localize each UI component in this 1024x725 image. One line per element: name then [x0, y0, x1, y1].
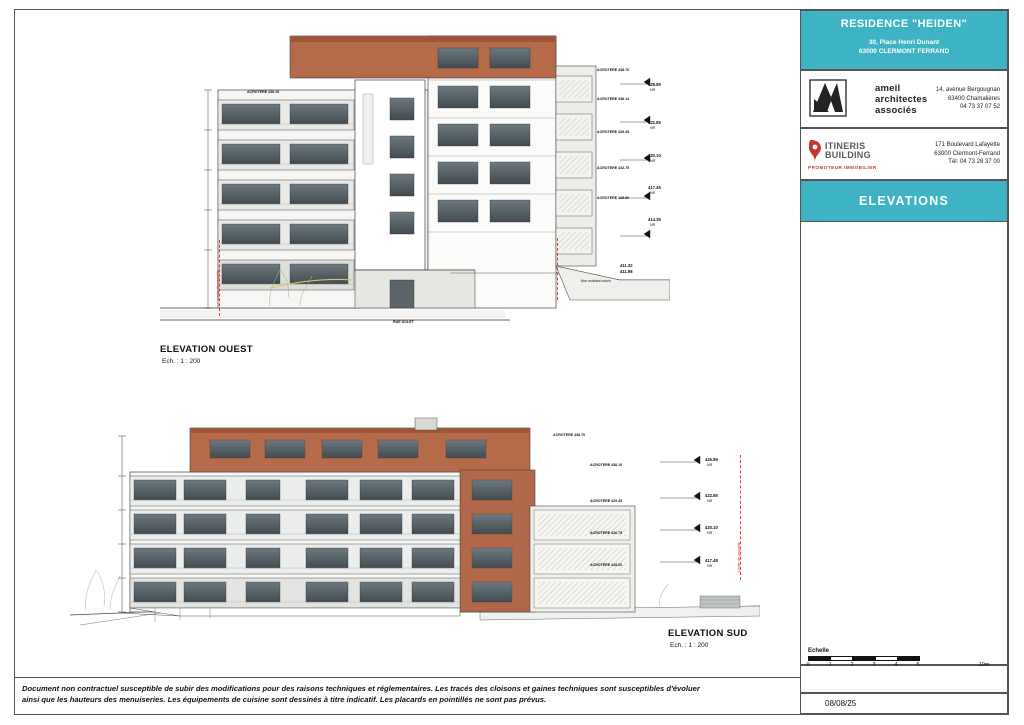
architect-phone: 04 73 37 07 52 — [959, 104, 1000, 111]
level-value: 420.10 — [705, 525, 718, 530]
acrotere-label: ACROTERE 438.70 — [553, 433, 586, 437]
acrotere-label: ACROTERE 425.90 — [597, 196, 630, 200]
level-sub: NR — [650, 126, 656, 130]
scale-tick: 3 — [872, 662, 876, 668]
level-value: 420.10 — [648, 153, 661, 158]
scale-tick: 5 — [916, 662, 920, 668]
architect-address-line1: 14, avenue Bergougnan — [935, 87, 1000, 94]
scale-tick: 2 — [850, 662, 854, 668]
footer-disclaimer-line1: Document non contractuel susceptible de subir des modifications pour des raisons techniques et réglementaires. Les tracés des cloisons et gaines techniques sont susceptibles d'évoluer — [22, 684, 700, 693]
level-value: 411.32 — [620, 263, 633, 268]
scale-tick: 4 — [894, 662, 898, 668]
acrotere-label: ACROTERE 438.15 — [247, 90, 280, 94]
developer-address-line2: 63000 Clermont-Ferrand — [934, 150, 1000, 157]
level-value: 428.89 — [648, 82, 661, 87]
level-sub: NR — [650, 88, 656, 92]
level-value: 426.89 — [705, 457, 718, 462]
elevation-ouest-drawing — [150, 18, 670, 338]
street-label: RUE DOLET — [393, 320, 414, 324]
property-limit-label-sud: Limite de propriété — [737, 542, 741, 572]
level-value: 422.85 — [648, 120, 661, 125]
level-sub: NR — [650, 223, 656, 227]
level-value-alt: 411.98 — [620, 269, 633, 274]
property-limit-line-right — [557, 238, 558, 300]
scale-bar — [808, 656, 920, 661]
scale-tick: 1 — [828, 662, 832, 668]
project-name: RESIDENCE "HEIDEN" — [840, 18, 968, 30]
level-value: 422.85 — [705, 493, 718, 498]
project-address-line2: 63000 CLERMONT FERRAND — [858, 48, 950, 55]
neighbour-wall-label: Mur existant voisin — [581, 279, 611, 283]
scale-end-label: 10m — [978, 662, 990, 668]
level-sub: NR — [707, 564, 713, 568]
scale-ticks — [806, 662, 990, 670]
elevation-sud-drawing — [60, 410, 760, 650]
graphic-scale — [808, 648, 998, 670]
elevation-ouest-scale: Ech. : 1 : 200 — [162, 358, 201, 365]
level-value: 417.48 — [705, 558, 718, 563]
acrotere-label: ACROTERE 438.14 — [597, 97, 630, 101]
project-header — [800, 10, 1008, 70]
acrotere-label: ACROTERE 428.60 — [590, 563, 623, 567]
acrotere-label: ACROTERE 429.45 — [590, 499, 623, 503]
elevation-sud-title: ELEVATION SUD — [668, 628, 748, 639]
elevation-sud-caption — [668, 628, 748, 649]
developer-phone: Tél: 04 73 28 37 00 — [948, 159, 1000, 166]
architect-name-line3: associés — [875, 104, 917, 116]
title-block — [800, 10, 1008, 714]
sheet-title: ELEVATIONS — [800, 180, 1008, 222]
acrotere-label: ACROTERE 432.75 — [597, 166, 630, 170]
level-sub: NR — [650, 159, 656, 163]
level-sub: NR — [707, 531, 713, 535]
developer-block — [800, 128, 1008, 180]
title-block-body — [800, 222, 1008, 665]
level-sub: NR — [707, 499, 713, 503]
footer-disclaimer-line2: ainsi que les hauteurs des menuiseries. Les équipements de cuisine sont dessinés à titre indicatif. Les placards en pointillés ne sont pas prévus. — [22, 695, 547, 704]
architect-address-line2: 63400 Chamalières — [947, 95, 1000, 102]
acrotere-label: ACROTERE 429.45 — [597, 130, 630, 134]
level-sub: NR — [650, 191, 656, 195]
developer-address-line1: 171 Boulevard Lafayette — [934, 142, 1000, 149]
itineris-logo-icon — [808, 138, 880, 170]
architect-block — [800, 70, 1008, 128]
elevation-ouest-title: ELEVATION OUEST — [160, 344, 253, 355]
level-value: 417.45 — [648, 185, 661, 190]
acrotere-label: ACROTERE 426.75 — [590, 531, 623, 535]
elevation-sud-scale: Ech. : 1 : 200 — [670, 642, 709, 649]
scale-label: Echelle — [808, 648, 830, 654]
developer-name-line2: BUILDING — [825, 150, 871, 160]
acrotere-label: ACROTERE 438.10 — [590, 463, 623, 467]
level-value: 414.35 — [648, 217, 661, 222]
sheet-date: 08/08/25 — [800, 693, 1008, 714]
footer-disclaimer — [22, 683, 742, 705]
ameil-logo-icon — [809, 79, 871, 119]
footer-divider — [15, 677, 800, 678]
scale-tick: 0 — [806, 662, 810, 668]
elevation-ouest-caption — [160, 344, 253, 365]
developer-tagline: PROMOTEUR IMMOBILIER — [808, 165, 877, 170]
architect-name-line1: ameil — [875, 82, 901, 94]
architect-name-line2: architectes — [875, 93, 928, 105]
level-sub: NR — [707, 463, 713, 467]
property-limit-label: Limite de propriété — [216, 270, 220, 300]
developer-name-line1: ITINERIS — [825, 140, 866, 151]
acrotere-label: ACROTERE 438.70 — [597, 68, 630, 72]
project-address-line1: 30, Place Henri Dunant — [868, 39, 940, 46]
